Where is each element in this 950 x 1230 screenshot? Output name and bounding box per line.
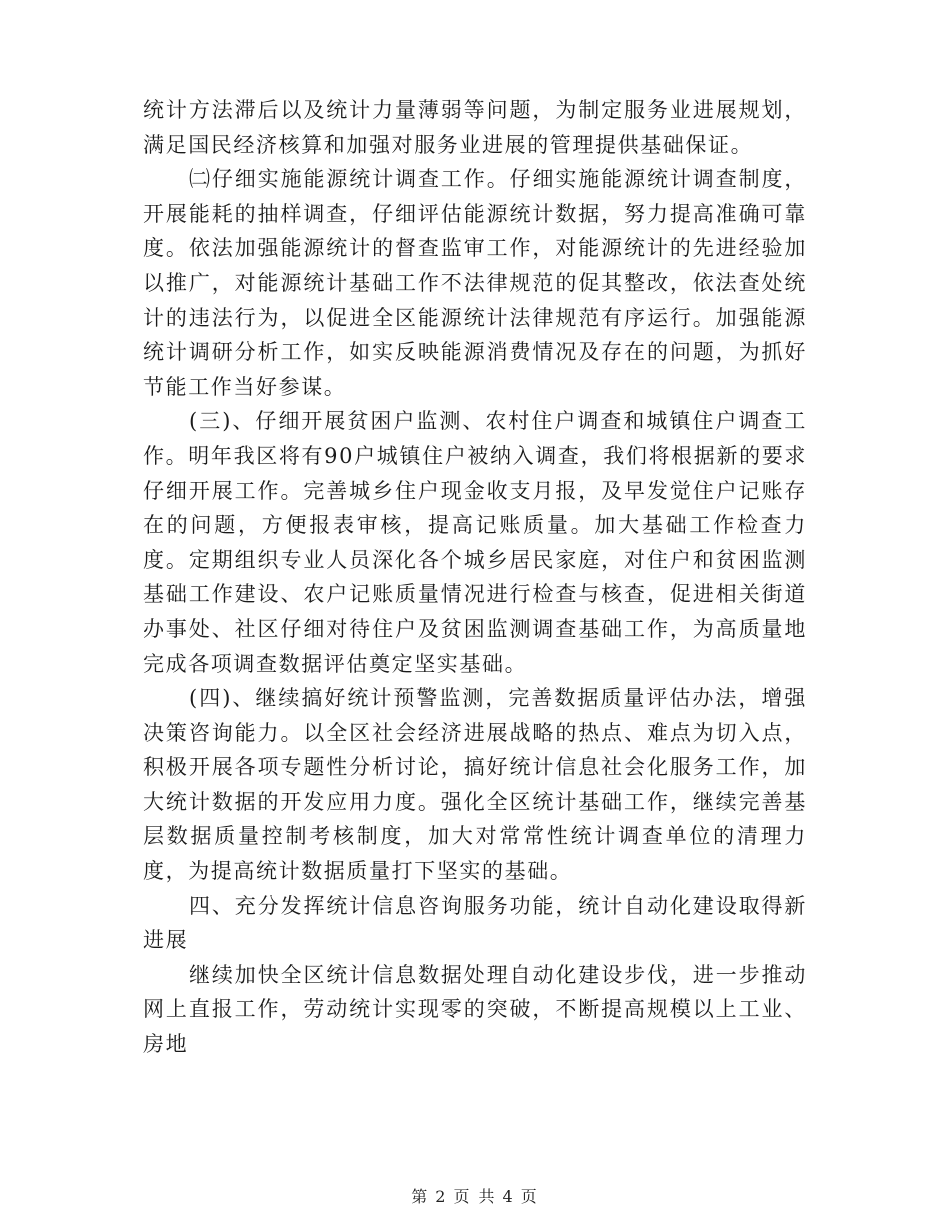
page-footer: [0, 1184, 950, 1207]
paragraph-energy-statistics: ㈡仔细实施能源统计调查工作。仔细实施能源统计调查制度，开展能耗的抽样调查，仔细评估能源统计数据，努力提高准确可靠度。依法加强能源统计的督查监审工作，对能源统计的先进经验加以推广，对能源统计基础工作不法律规范的促其整改，依法查处统计的违法行为，以促进全区能源统计法律规范有序运行。加强能源统计调研分析工作，如实反映能源消费情况及存在的问题，为抓好节能工作当好参谋。: [143, 167, 807, 399]
footer-total-pages: 4: [502, 1187, 515, 1206]
footer-suffix: 页: [520, 1187, 539, 1206]
paragraph-automation: 继续加快全区统计信息数据处理自动化建设步伐，进一步推动网上直报工作，劳动统计实现零的突破，不断提高规模以上工业、房地: [143, 962, 807, 1057]
paragraph-early-warning: (四)、继续搞好统计预警监测，完善数据质量评估办法，增强决策咨询能力。以全区社会经济进展战略的热点、难点为切入点，积极开展各项专题性分析讨论，搞好统计信息社会化服务工作，加大统计数据的开发应用力度。强化全区统计基础工作，继续完善基层数据质量控制考核制度，加大对常常性统计调查单位的清理力度，为提高统计数据质量打下坚实的基础。: [143, 686, 807, 884]
footer-prefix: 第: [411, 1187, 430, 1206]
footer-current-page: 2: [435, 1187, 448, 1206]
paragraph-household-survey: (三)、仔细开展贫困户监测、农村住户调查和城镇住户调查工作。明年我区将有90户城镇住户被纳入调查，我们将根据新的要求仔细开展工作。完善城乡住户现金收支月报，及早发觉住户记账存在的问题，方便报表审核，提高记账质量。加大基础工作检查力度。定期组织专业人员深化各个城乡居民家庭，对住户和贫困监测基础工作建设、农户记账质量情况进行检查与核查，促进相关街道办事处、社区仔细对待住户及贫困监测调查基础工作，为高质量地完成各项调查数据评估奠定坚实基础。: [143, 409, 807, 676]
paragraph-continuation: 统计方法滞后以及统计力量薄弱等问题，为制定服务业进展规划，满足国民经济核算和加强对服务业进展的管理提供基础保证。: [143, 98, 807, 157]
section-heading-four: 四、充分发挥统计信息咨询服务功能，统计自动化建设取得新进展: [143, 893, 807, 953]
document-body: [143, 93, 807, 1062]
footer-middle: 页 共: [453, 1187, 497, 1206]
